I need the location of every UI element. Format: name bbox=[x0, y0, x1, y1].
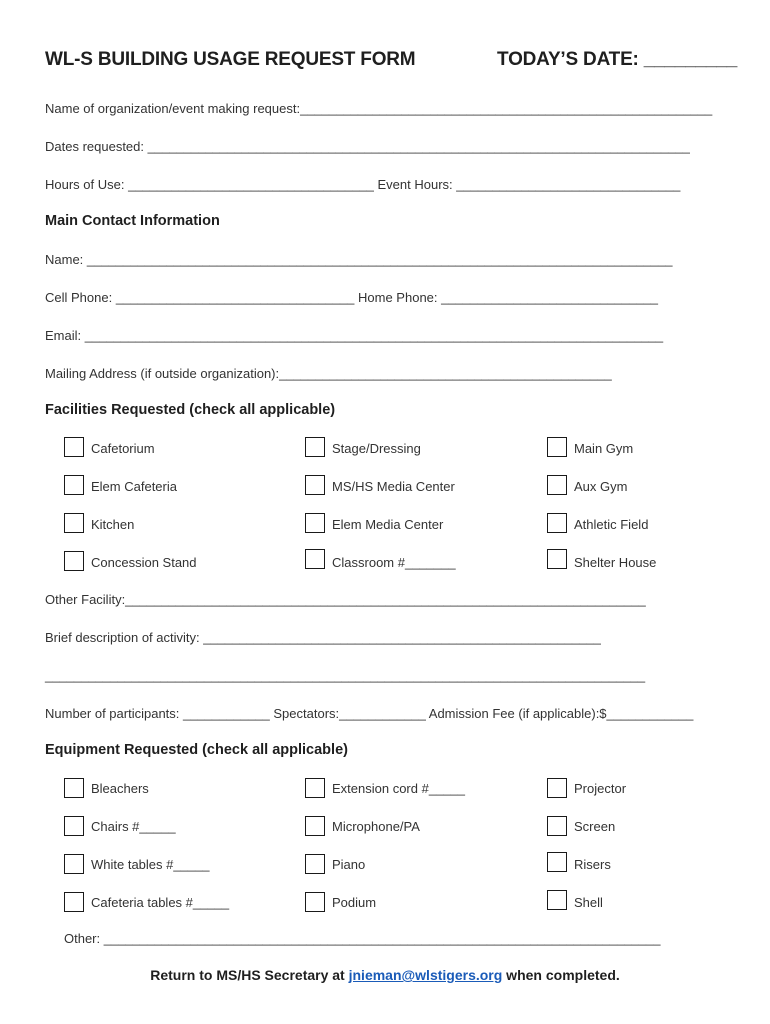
phone-fields[interactable]: Cell Phone: _________________________________ Home Phone: ______________________________ bbox=[45, 290, 659, 305]
checkbox-podium[interactable] bbox=[305, 892, 325, 912]
checkbox-kitchen[interactable] bbox=[64, 513, 84, 533]
checkbox-label: Projector bbox=[574, 781, 627, 796]
checkbox-label: Kitchen bbox=[91, 517, 135, 532]
checkbox-shelter-house[interactable] bbox=[547, 549, 567, 569]
checkbox-concession-stand[interactable] bbox=[64, 551, 84, 571]
checkbox-label: Shell bbox=[574, 895, 603, 910]
checkbox-label: Extension cord #_____ bbox=[332, 781, 465, 796]
checkbox-screen[interactable] bbox=[547, 816, 567, 836]
checkbox-projector[interactable] bbox=[547, 778, 567, 798]
return-instructions bbox=[0, 967, 770, 983]
other-facility-field[interactable]: Other Facility:________________________________________________________________________ bbox=[45, 592, 646, 607]
checkbox-extension-cord[interactable] bbox=[305, 778, 325, 798]
checkbox-label: Main Gym bbox=[574, 441, 634, 456]
secretary-email-link[interactable]: jnieman@wlstigers.org bbox=[348, 967, 503, 983]
email-field[interactable]: Email: ________________________________________________________________________________ bbox=[45, 328, 664, 343]
footer-text-after: when completed. bbox=[502, 967, 620, 983]
checkbox-shell[interactable] bbox=[547, 890, 567, 910]
checkbox-main-gym[interactable] bbox=[547, 437, 567, 457]
section-facilities: Facilities Requested (check all applicable) bbox=[45, 402, 336, 418]
checkbox-label: Elem Media Center bbox=[332, 517, 444, 532]
checkbox-ms-hs-media-center[interactable] bbox=[305, 475, 325, 495]
hours-field[interactable]: Hours of Use: __________________________________ Event Hours: _______________________________ bbox=[45, 177, 681, 192]
checkbox-label: Stage/Dressing bbox=[332, 441, 421, 456]
checkbox-athletic-field[interactable] bbox=[547, 513, 567, 533]
footer-text-before: Return to MS/HS Secretary at bbox=[150, 967, 349, 983]
checkbox-chairs[interactable] bbox=[64, 816, 84, 836]
checkbox-label: Concession Stand bbox=[91, 555, 197, 570]
checkbox-label: Cafetorium bbox=[91, 441, 155, 456]
checkbox-bleachers[interactable] bbox=[64, 778, 84, 798]
checkbox-cafetorium[interactable] bbox=[64, 437, 84, 457]
checkbox-elem-cafeteria[interactable] bbox=[64, 475, 84, 495]
checkbox-label: Classroom #_______ bbox=[332, 555, 456, 570]
checkbox-label: Piano bbox=[332, 857, 366, 872]
checkbox-white-tables[interactable] bbox=[64, 854, 84, 874]
activity-description-field[interactable]: Brief description of activity: _______________________________________________________ bbox=[45, 630, 601, 645]
dates-requested-field[interactable]: Dates requested: ___________________________________________________________________________ bbox=[45, 139, 690, 154]
checkbox-cafeteria-tables[interactable] bbox=[64, 892, 84, 912]
checkbox-microphone-pa[interactable] bbox=[305, 816, 325, 836]
checkbox-label: Screen bbox=[574, 819, 616, 834]
checkbox-label: Chairs #_____ bbox=[91, 819, 176, 834]
form-title: WL-S BUILDING USAGE REQUEST FORM bbox=[45, 49, 416, 70]
checkbox-label: Athletic Field bbox=[574, 517, 649, 532]
checkbox-label: White tables #_____ bbox=[91, 857, 210, 872]
checkbox-label: MS/HS Media Center bbox=[332, 479, 455, 494]
section-main-contact: Main Contact Information bbox=[45, 213, 220, 229]
todays-date-field[interactable]: TODAY’S DATE: _________ bbox=[497, 49, 738, 70]
checkbox-label: Shelter House bbox=[574, 555, 657, 570]
checkbox-risers[interactable] bbox=[547, 852, 567, 872]
checkbox-label: Risers bbox=[574, 857, 611, 872]
contact-name-field[interactable]: Name: _________________________________________________________________________________ bbox=[45, 252, 673, 267]
activity-description-continued[interactable]: ___________________________________________________________________________________ bbox=[45, 668, 646, 683]
checkbox-label: Bleachers bbox=[91, 781, 149, 796]
checkbox-label: Aux Gym bbox=[574, 479, 628, 494]
checkbox-classroom[interactable] bbox=[305, 549, 325, 569]
checkbox-stage-dressing[interactable] bbox=[305, 437, 325, 457]
organization-name-field[interactable]: Name of organization/event making request:_________________________________________________________ bbox=[45, 101, 713, 116]
checkbox-label: Microphone/PA bbox=[332, 819, 420, 834]
checkbox-elem-media-center[interactable] bbox=[305, 513, 325, 533]
checkbox-label: Cafeteria tables #_____ bbox=[91, 895, 230, 910]
other-equipment-field[interactable]: Other: _____________________________________________________________________________ bbox=[64, 931, 661, 946]
checkbox-aux-gym[interactable] bbox=[547, 475, 567, 495]
participants-field[interactable]: Number of participants: ____________ Spectators:____________ Admission Fee (if applicable):$____________ bbox=[45, 706, 694, 721]
checkbox-piano[interactable] bbox=[305, 854, 325, 874]
checkbox-label: Podium bbox=[332, 895, 377, 910]
section-equipment: Equipment Requested (check all applicable) bbox=[45, 742, 348, 758]
checkbox-label: Elem Cafeteria bbox=[91, 479, 177, 494]
mailing-address-field[interactable]: Mailing Address (if outside organization):______________________________________________ bbox=[45, 366, 612, 381]
